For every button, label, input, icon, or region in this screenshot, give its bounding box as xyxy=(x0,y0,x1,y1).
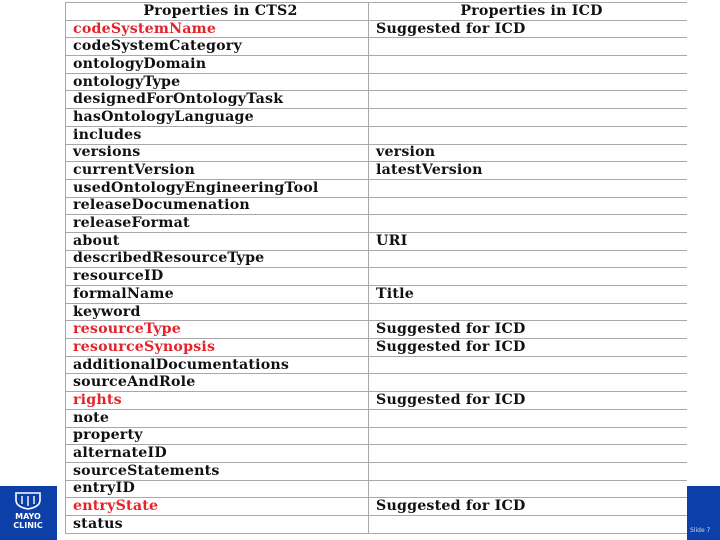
icd-property-cell xyxy=(369,91,688,109)
cts2-property-cell: hasOntologyLanguage xyxy=(66,109,369,127)
table-row xyxy=(66,179,688,197)
icd-property-cell xyxy=(369,303,688,321)
header-cts2: Properties in CTS2 xyxy=(66,3,369,21)
cts2-property-cell: designedForOntologyTask xyxy=(66,91,369,109)
mayo-clinic-logo xyxy=(6,490,50,536)
cts2-property-cell: ontologyType xyxy=(66,73,369,91)
icd-property-cell xyxy=(369,409,688,427)
table-row xyxy=(66,144,688,162)
logo-text-line2: CLINIC xyxy=(13,521,43,530)
table-row xyxy=(66,91,688,109)
cts2-property-cell: entryID xyxy=(66,480,369,498)
slide-number: Slide 7 xyxy=(690,527,711,534)
icd-property-cell xyxy=(369,56,688,74)
table-row xyxy=(66,126,688,144)
icd-property-cell: latestVersion xyxy=(369,162,688,180)
icd-property-cell xyxy=(369,374,688,392)
icd-property-cell xyxy=(369,268,688,286)
cts2-property-cell: rights xyxy=(66,392,369,410)
table-row xyxy=(66,445,688,463)
cts2-property-cell: describedResourceType xyxy=(66,250,369,268)
cts2-property-cell: keyword xyxy=(66,303,369,321)
table-row xyxy=(66,20,688,38)
logo-text-line1: MAYO xyxy=(15,512,41,521)
table-row xyxy=(66,38,688,56)
icd-property-cell xyxy=(369,197,688,215)
table-row xyxy=(66,392,688,410)
table-row xyxy=(66,73,688,91)
cts2-property-cell: releaseFormat xyxy=(66,215,369,233)
properties-table xyxy=(65,2,687,534)
cts2-property-cell: codeSystemName xyxy=(66,20,369,38)
icd-property-cell xyxy=(369,480,688,498)
cts2-property-cell: resourceSynopsis xyxy=(66,339,369,357)
table-row xyxy=(66,197,688,215)
icd-property-cell xyxy=(369,73,688,91)
cts2-property-cell: resourceID xyxy=(66,268,369,286)
cts2-property-cell: about xyxy=(66,232,369,250)
icd-property-cell xyxy=(369,356,688,374)
cts2-property-cell: formalName xyxy=(66,286,369,304)
table-row xyxy=(66,268,688,286)
cts2-property-cell: releaseDocumenation xyxy=(66,197,369,215)
icd-property-cell: Title xyxy=(369,286,688,304)
table-row xyxy=(66,56,688,74)
table-body xyxy=(66,20,688,533)
icd-property-cell xyxy=(369,427,688,445)
icd-property-cell xyxy=(369,515,688,533)
icd-property-cell xyxy=(369,179,688,197)
icd-property-cell: version xyxy=(369,144,688,162)
cts2-property-cell: sourceAndRole xyxy=(66,374,369,392)
icd-property-cell xyxy=(369,462,688,480)
cts2-property-cell: includes xyxy=(66,126,369,144)
table-row xyxy=(66,498,688,516)
table-row xyxy=(66,286,688,304)
table-row xyxy=(66,303,688,321)
header-icd: Properties in ICD xyxy=(369,3,688,21)
table-row xyxy=(66,374,688,392)
cts2-property-cell: note xyxy=(66,409,369,427)
table-row xyxy=(66,215,688,233)
icd-property-cell xyxy=(369,445,688,463)
table-header-row xyxy=(66,3,688,21)
icd-property-cell: Suggested for ICD xyxy=(369,498,688,516)
cts2-property-cell: resourceType xyxy=(66,321,369,339)
table-row xyxy=(66,321,688,339)
icd-property-cell xyxy=(369,250,688,268)
table-row xyxy=(66,339,688,357)
table-row xyxy=(66,250,688,268)
icd-property-cell: Suggested for ICD xyxy=(369,20,688,38)
table-row xyxy=(66,109,688,127)
cts2-property-cell: currentVersion xyxy=(66,162,369,180)
icd-property-cell xyxy=(369,215,688,233)
icd-property-cell xyxy=(369,126,688,144)
cts2-property-cell: ontologyDomain xyxy=(66,56,369,74)
icd-property-cell: URI xyxy=(369,232,688,250)
cts2-property-cell: status xyxy=(66,515,369,533)
shield-logo-icon xyxy=(13,492,43,510)
cts2-property-cell: versions xyxy=(66,144,369,162)
icd-property-cell: Suggested for ICD xyxy=(369,392,688,410)
table-row xyxy=(66,232,688,250)
icd-property-cell xyxy=(369,109,688,127)
properties-table-area xyxy=(57,0,687,540)
table-row xyxy=(66,515,688,533)
cts2-property-cell: sourceStatements xyxy=(66,462,369,480)
cts2-property-cell: codeSystemCategory xyxy=(66,38,369,56)
icd-property-cell: Suggested for ICD xyxy=(369,339,688,357)
cts2-property-cell: entryState xyxy=(66,498,369,516)
table-row xyxy=(66,356,688,374)
cts2-property-cell: additionalDocumentations xyxy=(66,356,369,374)
icd-property-cell: Suggested for ICD xyxy=(369,321,688,339)
table-row xyxy=(66,480,688,498)
cts2-property-cell: usedOntologyEngineeringTool xyxy=(66,179,369,197)
table-row xyxy=(66,427,688,445)
cts2-property-cell: property xyxy=(66,427,369,445)
table-row xyxy=(66,162,688,180)
table-row xyxy=(66,462,688,480)
icd-property-cell xyxy=(369,38,688,56)
table-row xyxy=(66,409,688,427)
cts2-property-cell: alternateID xyxy=(66,445,369,463)
